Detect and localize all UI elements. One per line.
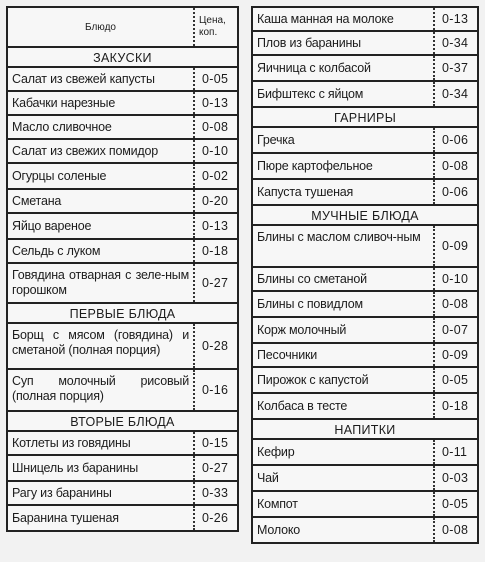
dish-price: 0-33 (193, 482, 237, 504)
dish-price: 0-07 (433, 318, 477, 342)
dish-name: Яйцо вареное (12, 219, 92, 233)
menu-row (253, 268, 477, 292)
dish-price: 0-37 (433, 56, 477, 80)
dish-name: Сметана (12, 194, 62, 208)
dish-name: Пюре картофельное (257, 159, 373, 173)
section-title-pervye: ПЕРВЫЕ БЛЮДА (8, 304, 237, 324)
dish-price: 0-18 (193, 240, 237, 262)
menu-row (253, 518, 477, 542)
table-header (8, 8, 237, 48)
dish-price: 0-06 (433, 180, 477, 204)
dish-price: 0-08 (433, 518, 477, 542)
menu-row (8, 456, 237, 482)
section-title-garniry: ГАРНИРЫ (253, 108, 477, 128)
dish-name: Котлеты из говядины (12, 436, 131, 450)
dish-name: Рагу из баранины (12, 486, 112, 500)
dish-name: Огурцы соленые (12, 169, 107, 183)
menu-row (253, 8, 477, 32)
dish-name: Компот (257, 497, 298, 511)
menu-row (8, 116, 237, 140)
dish-name: Блины со сметаной (257, 272, 367, 286)
dish-price: 0-13 (193, 92, 237, 114)
dish-price: 0-20 (193, 190, 237, 212)
dish-price: 0-08 (433, 292, 477, 316)
dish-name: Масло сливочное (12, 120, 112, 134)
dish-price: 0-08 (193, 116, 237, 138)
menu-row (253, 440, 477, 466)
dish-name: Плов из баранины (257, 36, 361, 50)
dish-price: 0-34 (433, 82, 477, 106)
dish-price: 0-10 (193, 140, 237, 162)
dish-name: Борщ с мясом (говядина) и сметаной (полная порция) (12, 328, 189, 357)
dish-price: 0-18 (433, 394, 477, 418)
menu-row (8, 264, 237, 304)
menu-table-right (251, 6, 479, 544)
section-title-muchnye: МУЧНЫЕ БЛЮДА (253, 206, 477, 226)
dish-price: 0-34 (433, 32, 477, 54)
menu-row (8, 140, 237, 164)
dish-name: Кефир (257, 445, 295, 459)
dish-name: Песочники (257, 348, 318, 362)
dish-price: 0-26 (193, 506, 237, 530)
dish-name: Колбаса в тесте (257, 399, 348, 413)
dish-price: 0-06 (433, 128, 477, 152)
dish-name: Гречка (257, 133, 295, 147)
dish-name: Чай (257, 471, 279, 485)
dish-name: Кабачки нарезные (12, 96, 116, 110)
dish-price: 0-28 (193, 324, 237, 368)
section-title-zakuski: ЗАКУСКИ (8, 48, 237, 68)
section-title-napitki: НАПИТКИ (253, 420, 477, 440)
menu-row (8, 68, 237, 92)
menu-row (8, 432, 237, 456)
menu-row (8, 482, 237, 506)
menu-row (253, 226, 477, 268)
dish-price: 0-15 (193, 432, 237, 454)
dish-name: Блины с маслом сливоч-ным (257, 230, 421, 244)
menu-row (8, 506, 237, 530)
menu-row (253, 292, 477, 318)
dish-price: 0-05 (433, 492, 477, 516)
dish-price: 0-08 (433, 154, 477, 178)
dish-name: Суп молочный рисовый (полная порция) (12, 374, 189, 403)
dish-price: 0-27 (193, 264, 237, 302)
menu-row (8, 240, 237, 264)
menu-row (8, 324, 237, 370)
dish-name: Салат из свежей капусты (12, 72, 155, 86)
dish-price: 0-05 (193, 68, 237, 90)
dish-price: 0-09 (433, 226, 477, 266)
menu-row (253, 394, 477, 420)
dish-name: Шницель из баранины (12, 461, 139, 475)
dish-name: Корж молочный (257, 323, 347, 337)
dish-name: Баранина тушеная (12, 511, 119, 525)
dish-price: 0-11 (433, 440, 477, 464)
dish-name: Пирожок с капустой (257, 373, 369, 387)
header-price (193, 8, 237, 46)
menu-row (8, 190, 237, 214)
dish-price: 0-13 (433, 8, 477, 30)
dish-name: Молоко (257, 523, 300, 537)
menu-table-left (6, 6, 239, 532)
header-price-line2: коп. (199, 27, 218, 38)
dish-name: Каша манная на молоке (257, 12, 394, 26)
header-price-line1: Цена, (199, 15, 226, 26)
dish-price: 0-27 (193, 456, 237, 480)
menu-row (8, 164, 237, 190)
dish-price: 0-05 (433, 368, 477, 392)
dish-price: 0-02 (193, 164, 237, 188)
dish-price: 0-03 (433, 466, 477, 490)
menu-row (253, 154, 477, 180)
menu-row (8, 92, 237, 116)
dish-name: Яичница с колбасой (257, 61, 371, 75)
dish-price: 0-13 (193, 214, 237, 238)
header-dish: Блюдо (85, 22, 116, 33)
menu-row (253, 82, 477, 108)
menu-row (253, 56, 477, 82)
dish-name: Капуста тушеная (257, 185, 354, 199)
dish-name: Сельдь с луком (12, 244, 101, 258)
dish-name: Бифштекс с яйцом (257, 87, 364, 101)
dish-name: Салат из свежих помидор (12, 144, 158, 158)
dish-price: 0-16 (193, 370, 237, 410)
menu-row (8, 370, 237, 412)
menu-row (8, 214, 237, 240)
dish-name: Блины с повидлом (257, 297, 363, 311)
dish-name: Говядина отварная с зеле-ным горошком (12, 268, 189, 297)
menu-row (253, 318, 477, 344)
menu-row (253, 180, 477, 206)
menu-row (253, 344, 477, 368)
menu-row (253, 368, 477, 394)
menu-row (253, 32, 477, 56)
dish-price: 0-10 (433, 268, 477, 290)
menu-row (253, 466, 477, 492)
section-title-vtorye: ВТОРЫЕ БЛЮДА (8, 412, 237, 432)
menu-row (253, 492, 477, 518)
dish-price: 0-09 (433, 344, 477, 366)
menu-row (253, 128, 477, 154)
